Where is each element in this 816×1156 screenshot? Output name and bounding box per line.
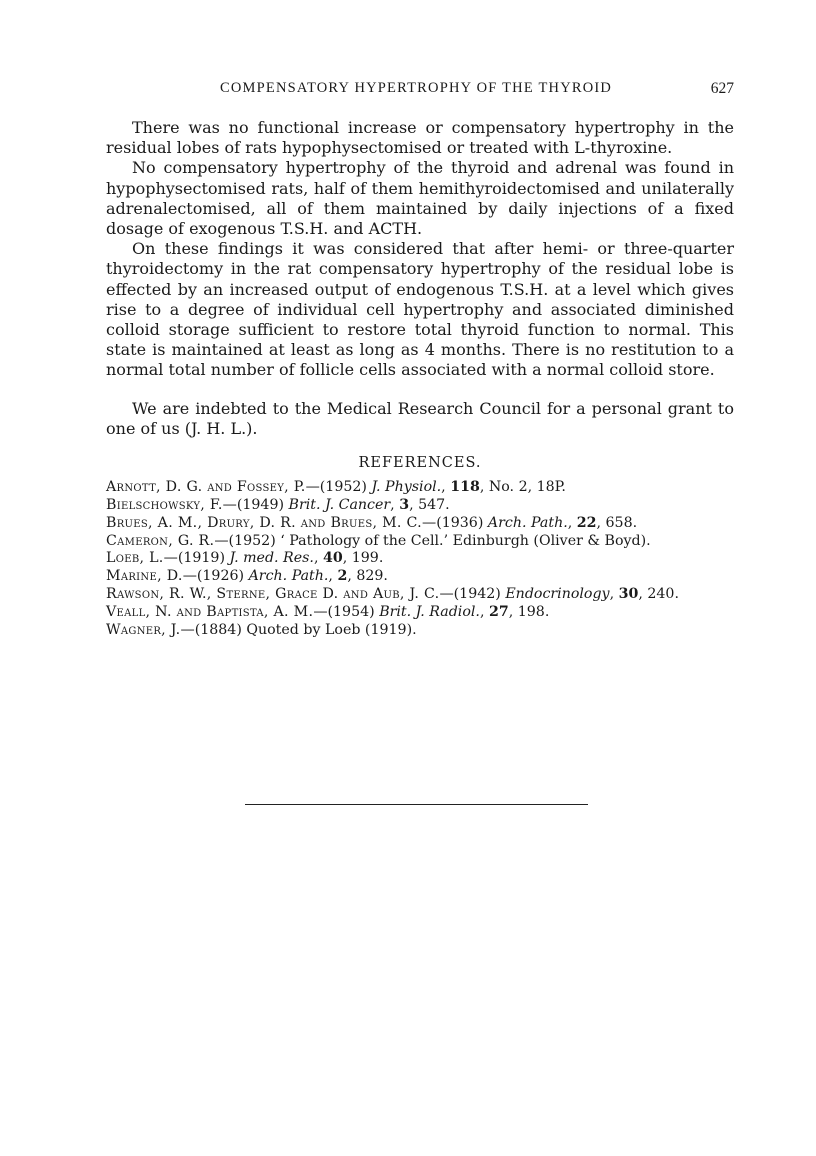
journal-title: Brit. J. Radiol. bbox=[379, 603, 480, 620]
reference-item: Loeb, L.—(1919) J. med. Res., 40, 199. bbox=[106, 550, 384, 567]
volume-number: 22 bbox=[576, 514, 597, 531]
journal-title: Brit. J. Cancer bbox=[288, 497, 391, 514]
running-title: COMPENSATORY HYPERTROPHY OF THE THYROID bbox=[220, 80, 613, 96]
references-heading: REFERENCES. bbox=[358, 455, 482, 472]
volume-number: 2 bbox=[337, 568, 348, 585]
reference-authors: Arnott, D. G. and Fossey, P. bbox=[106, 479, 306, 496]
reference-list bbox=[106, 479, 734, 639]
reference-authors: Rawson, R. W., Sterne, Grace D. and Aub, J. C. bbox=[106, 586, 440, 603]
reference-authors: Cameron, G. R. bbox=[106, 532, 215, 549]
running-header bbox=[106, 80, 734, 100]
end-rule bbox=[245, 804, 588, 805]
journal-title: J. Physiol. bbox=[371, 479, 442, 496]
volume-number: 118 bbox=[450, 479, 480, 496]
reference-authors: Brues, A. M., Drury, D. R. and Brues, M. C. bbox=[106, 514, 422, 531]
journal-title: Endocrinology bbox=[505, 586, 610, 603]
body-paragraph: On these findings it was considered that after hemi- or three-quarter thyroidectomy in the rat compensatory hypertrophy of the residual lobe is effected by an increased output of endogenous T.S.H. at a level which gives rise to a degree of individual cell hypertrophy and associated diminished colloid storage sufficient to restore total thyroid function to normal. This state is maintained at least as long as 4 months. There is no restitution to a normal total number of follicle cells associated with a normal colloid store. bbox=[106, 239, 734, 380]
volume-number: 3 bbox=[399, 497, 410, 514]
volume-number: 40 bbox=[322, 550, 343, 567]
reference-item: Brues, A. M., Drury, D. R. and Brues, M. C.—(1936) Arch. Path., 22, 658. bbox=[106, 514, 638, 531]
reference-item: Bielschowsky, F.—(1949) Brit. J. Cancer, 3, 547. bbox=[106, 497, 450, 514]
reference-authors: Wagner, J. bbox=[106, 621, 181, 638]
reference-item: Arnott, D. G. and Fossey, P.—(1952) J. Physiol., 118, No. 2, 18P. bbox=[106, 479, 566, 496]
journal-title: Arch. Path. bbox=[248, 568, 329, 585]
page-number: 627 bbox=[710, 80, 734, 97]
reference-item: Marine, D.—(1926) Arch. Path., 2, 829. bbox=[106, 568, 388, 585]
volume-number: 30 bbox=[618, 586, 639, 603]
body-paragraph: There was no functional increase or compensatory hypertrophy in the residual lobes of rats hypophysectomised or treated with L-thyroxine. bbox=[106, 118, 734, 158]
reference-authors: Bielschowsky, F. bbox=[106, 497, 223, 514]
reference-authors: Loeb, L. bbox=[106, 550, 164, 567]
reference-item: Veall, N. and Baptista, A. M.—(1954) Brit. J. Radiol., 27, 198. bbox=[106, 603, 550, 620]
journal-title: Arch. Path. bbox=[487, 514, 568, 531]
volume-number: 27 bbox=[488, 603, 509, 620]
reference-item: Wagner, J.—(1884) Quoted by Loeb (1919). bbox=[106, 621, 417, 638]
acknowledgement: We are indebted to the Medical Research Council for a personal grant to one of us (J. H. L.). bbox=[106, 398, 734, 438]
reference-item: Cameron, G. R.—(1952) ‘ Pathology of the Cell.’ Edinburgh (Oliver & Boyd). bbox=[106, 532, 651, 549]
reference-authors: Veall, N. and Baptista, A. M. bbox=[106, 603, 314, 620]
article-body bbox=[106, 118, 734, 639]
reference-item: Rawson, R. W., Sterne, Grace D. and Aub, J. C.—(1942) Endocrinology, 30, 240. bbox=[106, 586, 679, 603]
body-paragraph: No compensatory hypertrophy of the thyroid and adrenal was found in hypophysectomised rats, half of them hemithyroidectomised and unilaterally adrenalectomised, all of them maintained by daily injections of a fixed dosage of exogenous T.S.H. and ACTH. bbox=[106, 158, 734, 239]
journal-title: J. med. Res. bbox=[229, 550, 314, 567]
reference-authors: Marine, D. bbox=[106, 568, 183, 585]
